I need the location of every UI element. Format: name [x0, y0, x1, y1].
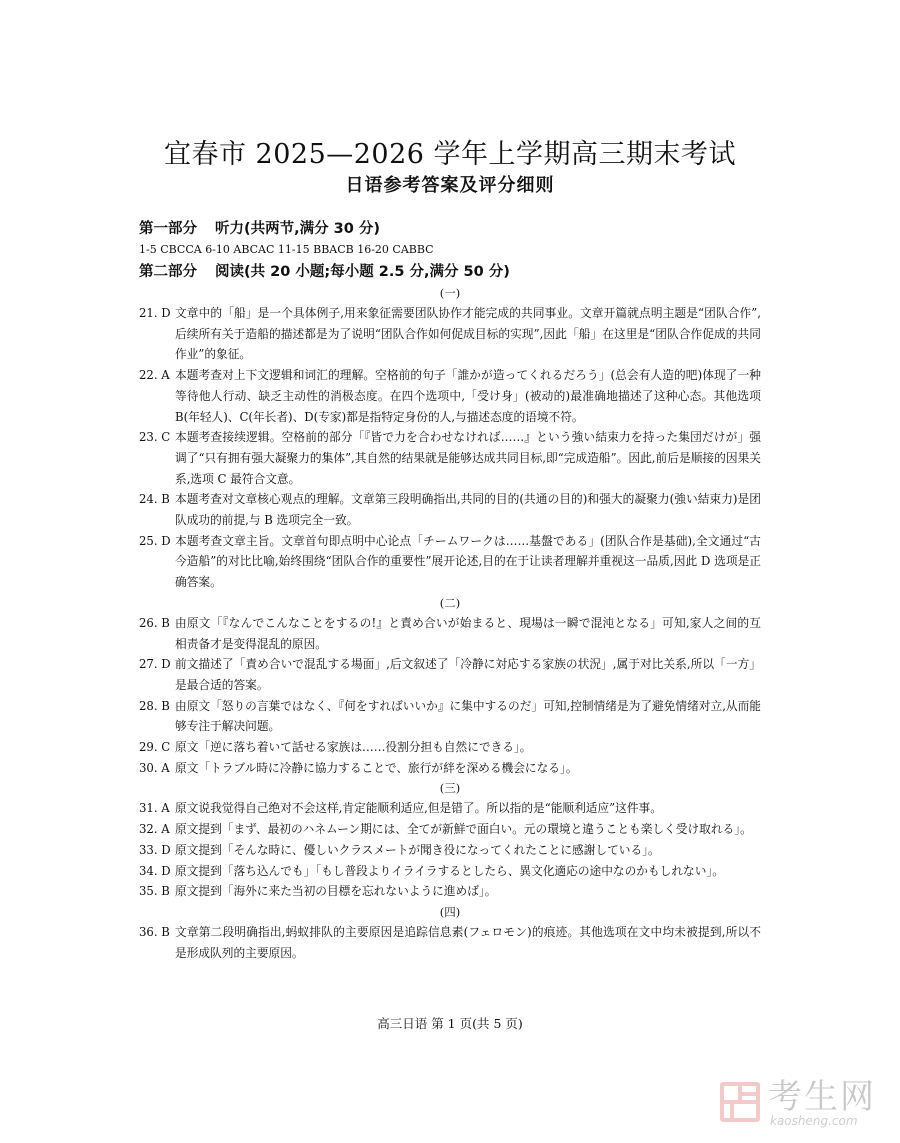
question-number: 31. A	[139, 801, 170, 816]
question-number: 23. C	[139, 430, 171, 445]
answer-explanation: 原文提到「そんな時に、優しいクラスメートが聞き役になってくれたことに感謝している」。	[175, 842, 660, 857]
question-number: 25. D	[139, 533, 171, 548]
page-footer: 高三日语 第 1 页(共 5 页)	[377, 1016, 523, 1031]
answer-explanation: 原文「逆に落ち着いて話せる家族は……役割分担も自然にできる」。	[175, 740, 532, 755]
answer-item	[139, 531, 761, 593]
part2-name: 第二部分	[139, 264, 197, 280]
watermark-brand: 考生网	[768, 1077, 876, 1117]
answer-item	[139, 303, 761, 365]
answer-item	[139, 819, 761, 840]
watermark	[718, 1076, 888, 1134]
answer-item	[139, 613, 761, 654]
answer-item	[139, 922, 761, 963]
question-number: 27. D	[139, 657, 171, 672]
content	[139, 218, 761, 963]
answer-item	[139, 365, 761, 427]
question-number: 30. A	[139, 760, 170, 775]
question-number: 29. C	[139, 740, 171, 755]
answer-explanation: 由原文「『なんでこんなことをするの!』と責め合いが始まると、現場は一瞬で混沌となる」可知,家人之间的互相责备才是变得混乱的原因。	[175, 615, 761, 651]
part2-desc: 阅读(共 20 小题;每小题 2.5 分,满分 50 分)	[215, 264, 510, 280]
answer-explanation: 原文提到「まず、最初のハネムーン期には、全てが新鮮で面白い。元の環境と違うことも楽しく受け取れる」。	[175, 822, 752, 837]
question-number: 35. B	[139, 884, 170, 899]
answer-item	[139, 758, 761, 779]
kaosheng-logo-icon	[718, 1080, 762, 1124]
question-number: 34. D	[139, 863, 171, 878]
section-label: (四)	[439, 904, 461, 919]
part1-name: 第一部分	[139, 221, 197, 237]
answer-explanation: 原文提到「海外に来た当初の目標を忘れないように進めば」。	[175, 884, 497, 899]
question-number: 32. A	[139, 822, 170, 837]
answer-explanation: 文章中的「船」是一个具体例子,用来象征需要团队协作才能完成的共同事业。文章开篇就点明主题是“团队合作”,后续所有关于造船的描述都是为了说明“团队合作如何促成目标的实现”,因此「船」在这里是“团队合作促成的共同作业”的象征。	[175, 306, 761, 362]
answer-explanation: 前文描述了「責め合いで混乱する場面」,后文叙述了「冷静に対応する家族の状況」,属于对比关系,所以「一方」是最合适的答案。	[175, 657, 761, 692]
answer-explanation: 原文「トラブル時に冷静に協力することで、旅行が絆を深める機会になる」。	[175, 760, 578, 775]
question-number: 26. B	[139, 615, 170, 630]
answer-explanation: 文章第二段明确指出,蚂蚁排队的主要原因是追踪信息素(フェロモン)的痕迹。其他选项在文中均未被提到,所以不是形成队列的主要原因。	[175, 924, 761, 960]
question-number: 22. A	[139, 368, 170, 383]
reading-sections	[139, 283, 761, 963]
part2-heading	[139, 261, 761, 283]
answer-item	[139, 798, 761, 819]
answer-explanation: 由原文「怒りの言葉ではなく、『何をすればいいか』に集中するのだ」可知,控制情绪是为了避免情绪对立,从而能够专注于解决问题。	[175, 698, 761, 734]
answer-item	[139, 881, 761, 902]
answer-item	[139, 840, 761, 861]
section-label: (二)	[439, 595, 461, 610]
answer-item	[139, 696, 761, 737]
answer-item	[139, 861, 761, 882]
exam-subtitle: 日语参考答案及评分细则	[345, 175, 555, 196]
question-number: 24. B	[139, 492, 170, 507]
watermark-url: kaosheng.com	[770, 1114, 858, 1128]
answer-item	[139, 654, 761, 695]
answer-explanation: 原文提到「落ち込んでも」「もし普段よりイライラするとしたら、異文化適応の途中なのかもしれない」。	[175, 863, 724, 878]
answer-explanation: 本题考查文章主旨。文章首句即点明中心论点「チームワークは……基盤である」(团队合作是基础),全文通过“古今造船”的对比比喻,始终围绕“团队合作的重要性”展开论述,目的在于让读者理解并重视这一品质,因此 D 选项是正确答案。	[175, 533, 761, 590]
part1-desc: 听力(共两节,满分 30 分)	[215, 221, 381, 237]
part1-heading	[139, 218, 761, 240]
answer-explanation: 本题考查对文章核心观点的理解。文章第三段明确指出,共同的目的(共通の目的)和强大的凝聚力(強い結束力)是团队成功的前提,与 B 选项完全一致。	[175, 492, 761, 528]
listening-answer-keys: 1-5 CBCCA 6-10 ABCAC 11-15 BBACB 16-20 CABBC	[139, 243, 434, 256]
exam-title: 宜春市 2025—2026 学年上学期高三期末考试	[163, 139, 737, 170]
answer-explanation: 本题考查接续逻辑。空格前的部分「『皆で力を合わせなければ……』という強い結束力を持った集団だけが」强调了“只有拥有强大凝聚力的集体”,其自然的结果就是能够达成共同目标,即“完成造船”。因此,前后是顺接的因果关系,选项 C 最符合文意。	[175, 430, 761, 486]
question-number: 28. B	[139, 698, 170, 713]
section-label: (一)	[439, 286, 461, 300]
answer-explanation: 原文说我觉得自己绝对不会这样,肯定能顺利适应,但是错了。所以指的是“能顺利适应”这件事。	[175, 801, 662, 816]
section-label: (三)	[439, 781, 461, 796]
answer-item	[139, 489, 761, 530]
question-number: 36. B	[139, 924, 170, 939]
question-number: 33. D	[139, 842, 171, 857]
answer-item	[139, 427, 761, 489]
question-number: 21. D	[139, 306, 171, 320]
answer-explanation: 本题考查对上下文逻辑和词汇的理解。空格前的句子「誰かが造ってくれるだろう」(总会有人造的吧)体现了一种等待他人行动、缺乏主动性的消极态度。在四个选项中,「受け身」(被动的)最准确地描述了这种心态。其他选项 B(年轻人)、C(年长者)、D(专家)都是指特定身份的人,与描述态度的语境不符。	[175, 368, 761, 424]
answer-item	[139, 737, 761, 758]
